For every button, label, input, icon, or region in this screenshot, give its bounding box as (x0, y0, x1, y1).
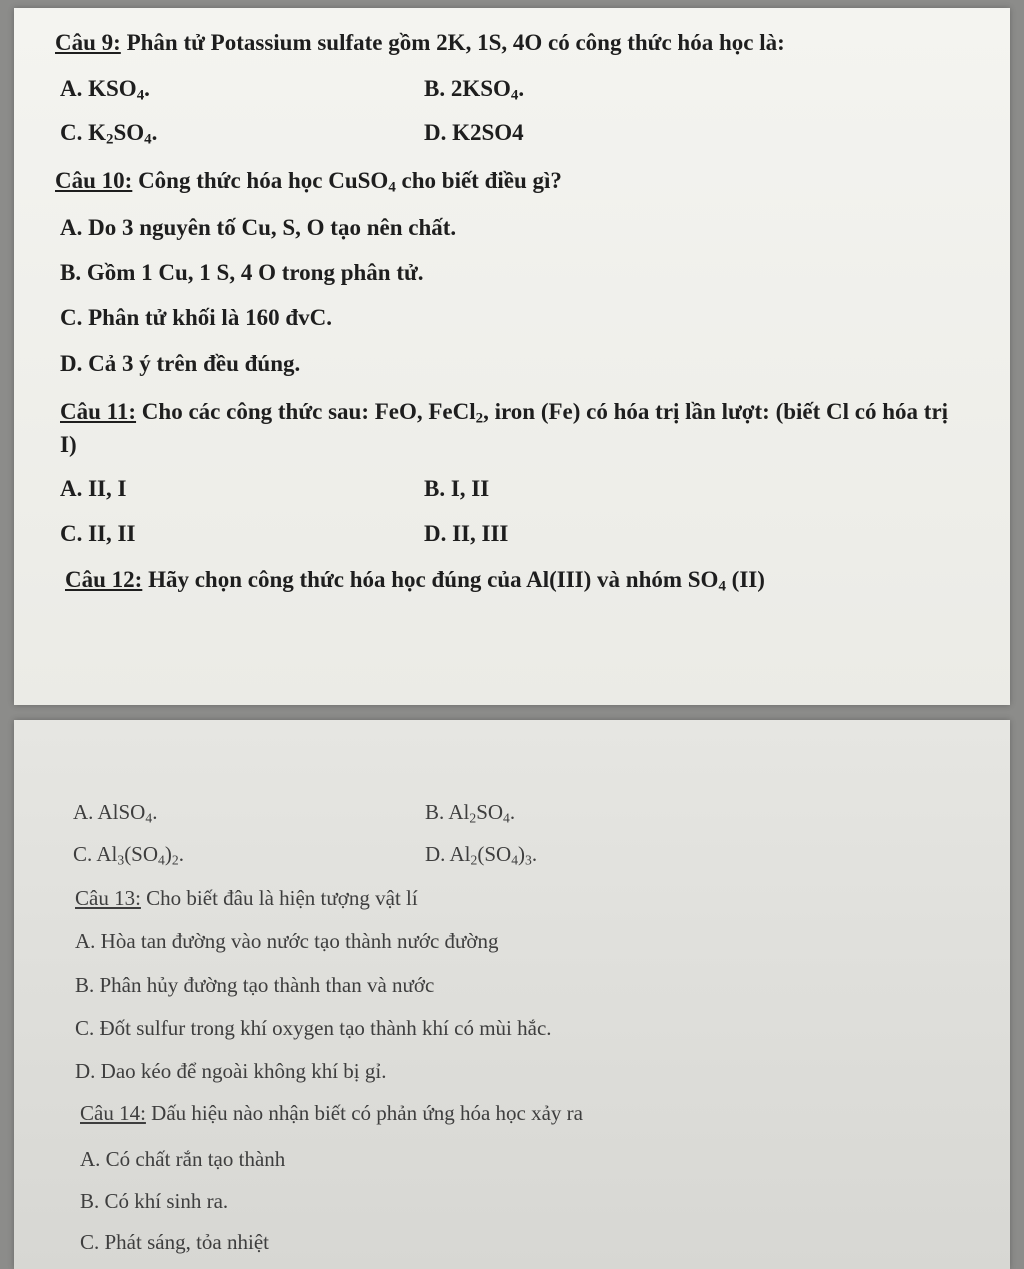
question-10-option-a: A. Do 3 nguyên tố Cu, S, O tạo nên chất. (60, 215, 457, 240)
question-11-label: Câu 11: (60, 399, 137, 424)
question-13-option-d: D. Dao kéo để ngoài không khí bị gỉ. (75, 1059, 387, 1083)
question-9-text: Phân tử Potassium sulfate gồm 2K, 1S, 4O có công thức hóa học là: (120, 30, 785, 55)
question-13-title: Câu 13: Cho biết đâu là hiện tượng vật lí (75, 886, 418, 910)
question-9-label: Câu 9: (55, 30, 121, 55)
question-14-label: Câu 14: (80, 1101, 146, 1125)
question-9-option-c: C. $K_2SO_4$. (60, 120, 158, 148)
question-9-title (55, 30, 785, 56)
question-12-option-c: C. $Al_3(SO_4)_2$. (73, 842, 184, 868)
question-10-title: Câu 10: Công thức hóa học CuSO$_4$ cho biết điều gì? (55, 168, 562, 196)
question-11-title: Câu 11: Cho các công thức sau: FeO, FeCl$_2$, iron (Fe) có hóa trị lần lượt: (biết Cl có hóa trị (60, 399, 949, 427)
question-11-option-c: C. II, II (60, 521, 136, 546)
question-12-title: Câu 12: Hãy chọn công thức hóa học đúng của Al(III) và nhóm $SO_4$ (II) (65, 567, 765, 595)
question-13-option-c: C. Đốt sulfur trong khí oxygen tạo thành khí có mùi hắc. (75, 1016, 552, 1040)
question-13-option-a: A. Hòa tan đường vào nước tạo thành nước đường (75, 929, 499, 953)
question-9-option-b: B. $2KSO_4$. (424, 76, 525, 104)
question-12-option-a: A. AlSO$_4$. (73, 800, 158, 826)
question-14-option-b: B. Có khí sinh ra. (80, 1189, 229, 1213)
question-10-option-d: D. Cả 3 ý trên đều đúng. (60, 351, 301, 376)
question-12-option-d: D. $Al_2(SO_4)_3$. (425, 842, 538, 868)
question-14-option-c: C. Phát sáng, tỏa nhiệt (80, 1230, 269, 1254)
question-10-option-b: B. Gồm 1 Cu, 1 S, 4 O trong phân tử. (60, 260, 424, 285)
question-12-option-b: B. $Al_2SO_4$. (425, 800, 516, 826)
question-11-option-b: B. I, II (424, 476, 490, 501)
question-13-label: Câu 13: (75, 886, 141, 910)
worksheet-top-page (14, 8, 1010, 705)
worksheet-bottom-page (14, 720, 1010, 1269)
question-14-title: Câu 14: Dấu hiệu nào nhận biết có phản ứng hóa học xảy ra (80, 1101, 583, 1125)
question-11-option-d: D. II, III (424, 521, 509, 546)
question-10-option-c: C. Phân tử khối là 160 đvC. (60, 305, 332, 330)
question-11-title-line-2: I) (60, 432, 77, 457)
question-10-label: Câu 10: (55, 168, 133, 193)
question-9-option-d: D. K2SO4 (424, 120, 524, 145)
question-14-option-a: A. Có chất rắn tạo thành (80, 1147, 286, 1171)
question-13-option-b: B. Phân hủy đường tạo thành than và nước (75, 973, 435, 997)
question-12-label: Câu 12: (65, 567, 143, 592)
question-11-option-a: A. II, I (60, 476, 127, 501)
question-9-option-a: A. $KSO_4$. (60, 76, 150, 104)
